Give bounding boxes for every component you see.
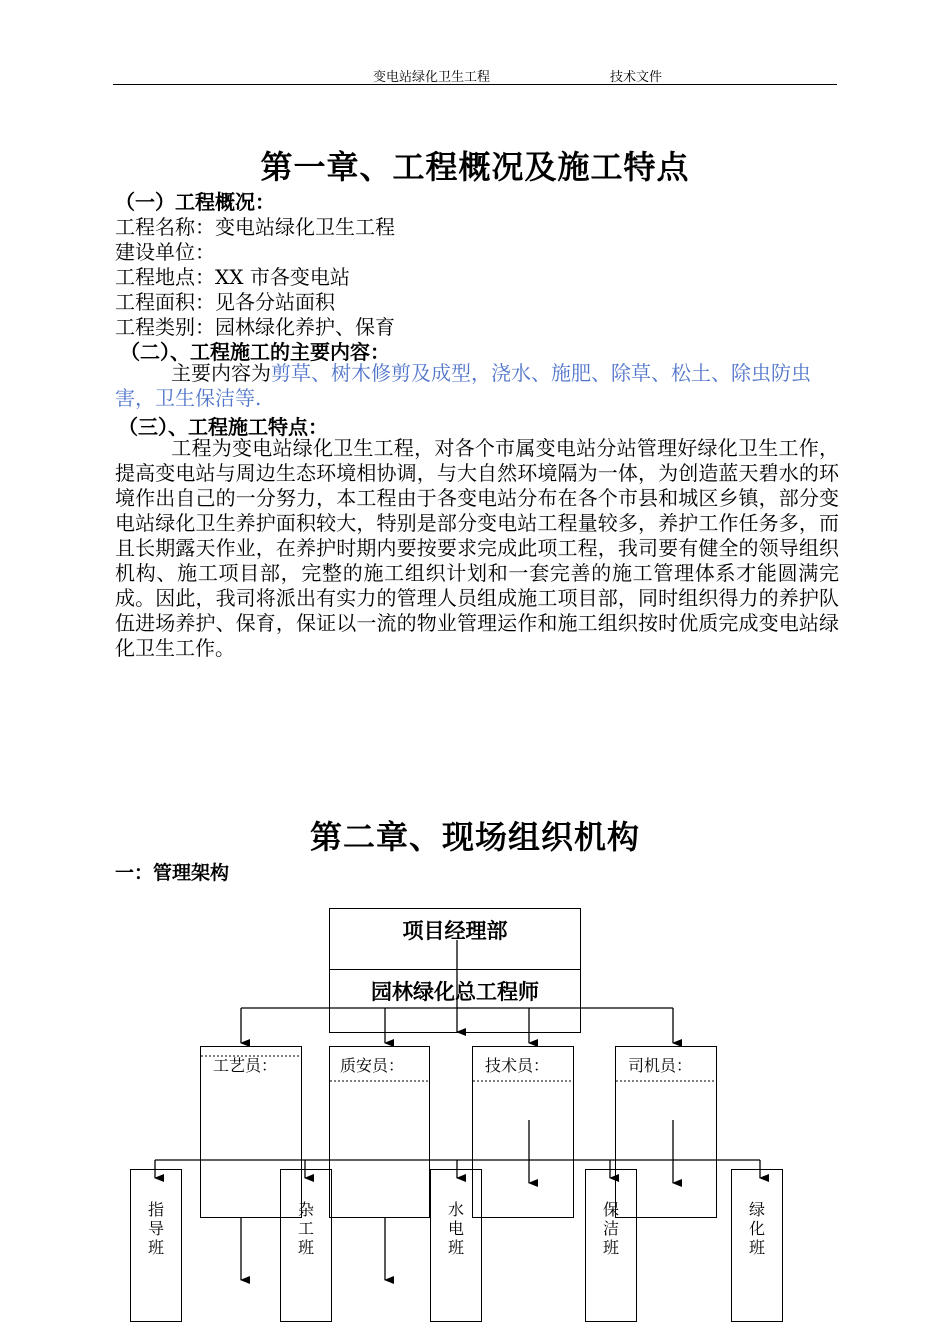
fact-builder: 建设单位： <box>115 240 215 264</box>
section-overview-title: （一）工程概况： <box>115 190 275 214</box>
org-chief-engineer-label: 园林绿化总工程师 <box>371 980 539 1004</box>
org-box-chief-engineer <box>329 969 581 1033</box>
org-box-safety <box>329 1046 430 1218</box>
role-label-technician: 技术员： <box>485 1056 550 1075</box>
role-label-driver: 司机员： <box>628 1056 693 1075</box>
role-label-safety: 质安员： <box>340 1056 405 1075</box>
org-box-team-guidance <box>130 1169 182 1322</box>
team-label-greening: 绿 化 班 <box>748 1200 765 1257</box>
org-box-project-dept <box>329 908 581 970</box>
org-box-team-cleaning <box>585 1169 637 1322</box>
team-label-utilities: 水 电 班 <box>447 1200 464 1257</box>
fact-area: 工程面积：见各分站面积 <box>115 290 335 314</box>
org-box-team-labor <box>280 1169 332 1322</box>
team-label-cleaning: 保 洁 班 <box>602 1200 619 1257</box>
fact-category: 工程类别：园林绿化养护、保育 <box>115 315 395 339</box>
org-project-dept-label: 项目经理部 <box>402 919 508 943</box>
features-text: 工程为变电站绿化卫生工程，对各个市属变电站分站管理好绿化卫生工作，提高变电站与周边生态环境相协调，与大自然环境隔为一体，为创造蓝天碧水的环境作出自己的一分努力，本工程由于各变电站分布在各个市县和城区乡镇，部分变电站绿化卫生养护面积较大，特别是部分变电站工程量较多，养护工作任务多，而且长期露天作业，在养护时期内要按要求完成此项工程，我司要有健全的领导组织机构、施工项目部，完整的施工组织计划和一套完善的施工管理体系才能圆满完成。因此，我司将派出有实力的管理人员组成施工项目部，同时组织得力的养护队伍进场养护、保育，保证以一流的物业管理运作和施工组织按时优质完成变电站绿化卫生工作。 <box>115 436 839 660</box>
main-content-items: 剪草、树木修剪及成型，浇水、施肥、除草、松土、除虫防虫 <box>271 361 811 385</box>
fact-location: 工程地点：XX 市各变电站 <box>115 265 350 289</box>
chapter2-title: 第二章、现场组织机构 <box>309 818 640 856</box>
header-project-name: 变电站绿化卫生工程 <box>373 70 491 85</box>
org-box-team-utilities <box>430 1169 482 1322</box>
main-content-lead: 主要内容为 <box>171 361 271 385</box>
org-box-team-greening <box>731 1169 783 1322</box>
fact-project-name: 工程名称：变电站绿化卫生工程 <box>115 215 395 239</box>
org-box-technician <box>472 1046 574 1218</box>
section-features-title: （三）、工程施工特点： <box>118 415 328 439</box>
section-management-structure-title: 一：管理架构 <box>115 862 230 884</box>
header-doc-type: 技术文件 <box>610 70 663 85</box>
section-main-content-title: （二）、工程施工的主要内容： <box>120 340 390 364</box>
main-content-items-cont: 害，卫生保洁等. <box>115 386 262 410</box>
team-label-guidance: 指 导 班 <box>147 1200 164 1257</box>
role-label-craftsman: 工艺员： <box>213 1056 278 1075</box>
chapter1-title: 第一章、工程概况及施工特点 <box>260 148 690 186</box>
team-label-labor: 杂 工 班 <box>297 1200 314 1257</box>
